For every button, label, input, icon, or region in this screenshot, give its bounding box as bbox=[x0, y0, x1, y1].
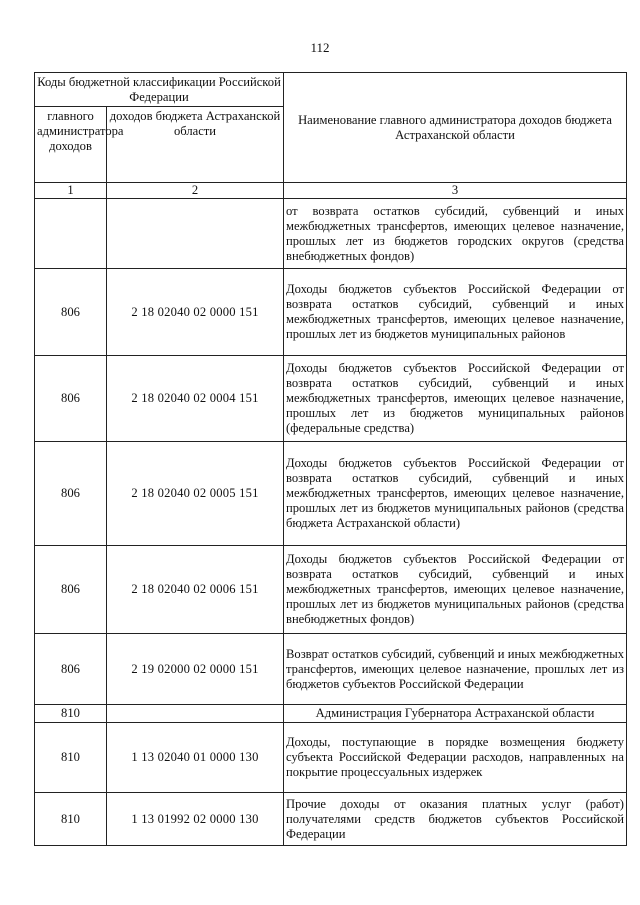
header-row-group bbox=[35, 73, 627, 107]
table-row bbox=[35, 546, 627, 634]
income-name: Возврат остатков субсидий, субвенций и иных межбюджетных трансфертов, имеющих целевое назначение, прошлых лет из бюджетов субъектов Российской Федерации bbox=[284, 634, 627, 705]
income-code: 2 18 02040 02 0004 151 bbox=[107, 356, 284, 442]
admin-code: 810 bbox=[35, 705, 107, 723]
income-code: 1 13 02040 01 0000 130 bbox=[107, 723, 284, 793]
admin-code: 806 bbox=[35, 356, 107, 442]
header-income-code-column: доходов бюджета Астраханской области bbox=[107, 107, 284, 183]
admin-code: 806 bbox=[35, 442, 107, 546]
income-code bbox=[107, 199, 284, 269]
table-row bbox=[35, 269, 627, 356]
admin-code: 806 bbox=[35, 269, 107, 356]
admin-code: 806 bbox=[35, 546, 107, 634]
header-name-column: Наименование главного администратора доходов бюджета Астраханской области bbox=[284, 73, 627, 183]
table-row bbox=[35, 723, 627, 793]
header-classification-codes: Коды бюджетной классификации Российской Федерации bbox=[35, 73, 284, 107]
income-name: Доходы бюджетов субъектов Российской Федерации от возврата остатков субсидий, субвенций и иных межбюджетных трансфертов, имеющих целевое назначение, прошлых лет из бюджетов муниципальных районов (федеральные средства) bbox=[284, 356, 627, 442]
admin-code: 806 bbox=[35, 634, 107, 705]
income-name: Доходы бюджетов субъектов Российской Федерации от возврата остатков субсидий, субвенций и иных межбюджетных трансфертов, имеющих целевое назначение, прошлых лет из бюджетов муниципальных районов (средства бюджета Астраханской области) bbox=[284, 442, 627, 546]
income-code: 2 18 02040 02 0000 151 bbox=[107, 269, 284, 356]
income-code: 2 19 02000 02 0000 151 bbox=[107, 634, 284, 705]
table-row bbox=[35, 199, 627, 269]
income-name: от возврата остатков субсидий, субвенций и иных межбюджетных трансфертов, имеющих целевое назначение, прошлых лет из бюджетов городских округов (средства внебюджетных фондов) bbox=[284, 199, 627, 269]
column-number-2: 2 bbox=[107, 183, 284, 199]
admin-code bbox=[35, 199, 107, 269]
table-row bbox=[35, 356, 627, 442]
column-numbers-row bbox=[35, 183, 627, 199]
table-row-admin-header bbox=[35, 705, 627, 723]
column-number-1: 1 bbox=[35, 183, 107, 199]
page-number: 112 bbox=[310, 40, 330, 55]
table-row bbox=[35, 793, 627, 846]
income-name: Доходы, поступающие в порядке возмещения бюджету субъекта Российской Федерации расходов, направленных на покрытие процессуальных издержек bbox=[284, 723, 627, 793]
administrator-name: Администрация Губернатора Астраханской области bbox=[284, 705, 627, 723]
admin-code: 810 bbox=[35, 793, 107, 846]
column-number-3: 3 bbox=[284, 183, 627, 199]
table-row bbox=[35, 442, 627, 546]
income-name: Доходы бюджетов субъектов Российской Федерации от возврата остатков субсидий, субвенций и иных межбюджетных трансфертов, имеющих целевое назначение, прошлых лет из бюджетов муниципальных районов (средства внебюджетных фондов) bbox=[284, 546, 627, 634]
income-code: 2 18 02040 02 0005 151 bbox=[107, 442, 284, 546]
admin-code: 810 bbox=[35, 723, 107, 793]
income-name: Прочие доходы от оказания платных услуг (работ) получателями средств бюджетов субъектов Российской Федерации bbox=[284, 793, 627, 846]
income-code bbox=[107, 705, 284, 723]
budget-classification-table bbox=[34, 72, 627, 846]
header-admin-column: главного администратора доходов bbox=[35, 107, 107, 183]
income-name: Доходы бюджетов субъектов Российской Федерации от возврата остатков субсидий, субвенций и иных межбюджетных трансфертов, имеющих целевое назначение, прошлых лет из бюджетов муниципальных районов bbox=[284, 269, 627, 356]
income-code: 2 18 02040 02 0006 151 bbox=[107, 546, 284, 634]
table-row bbox=[35, 634, 627, 705]
income-code: 1 13 01992 02 0000 130 bbox=[107, 793, 284, 846]
